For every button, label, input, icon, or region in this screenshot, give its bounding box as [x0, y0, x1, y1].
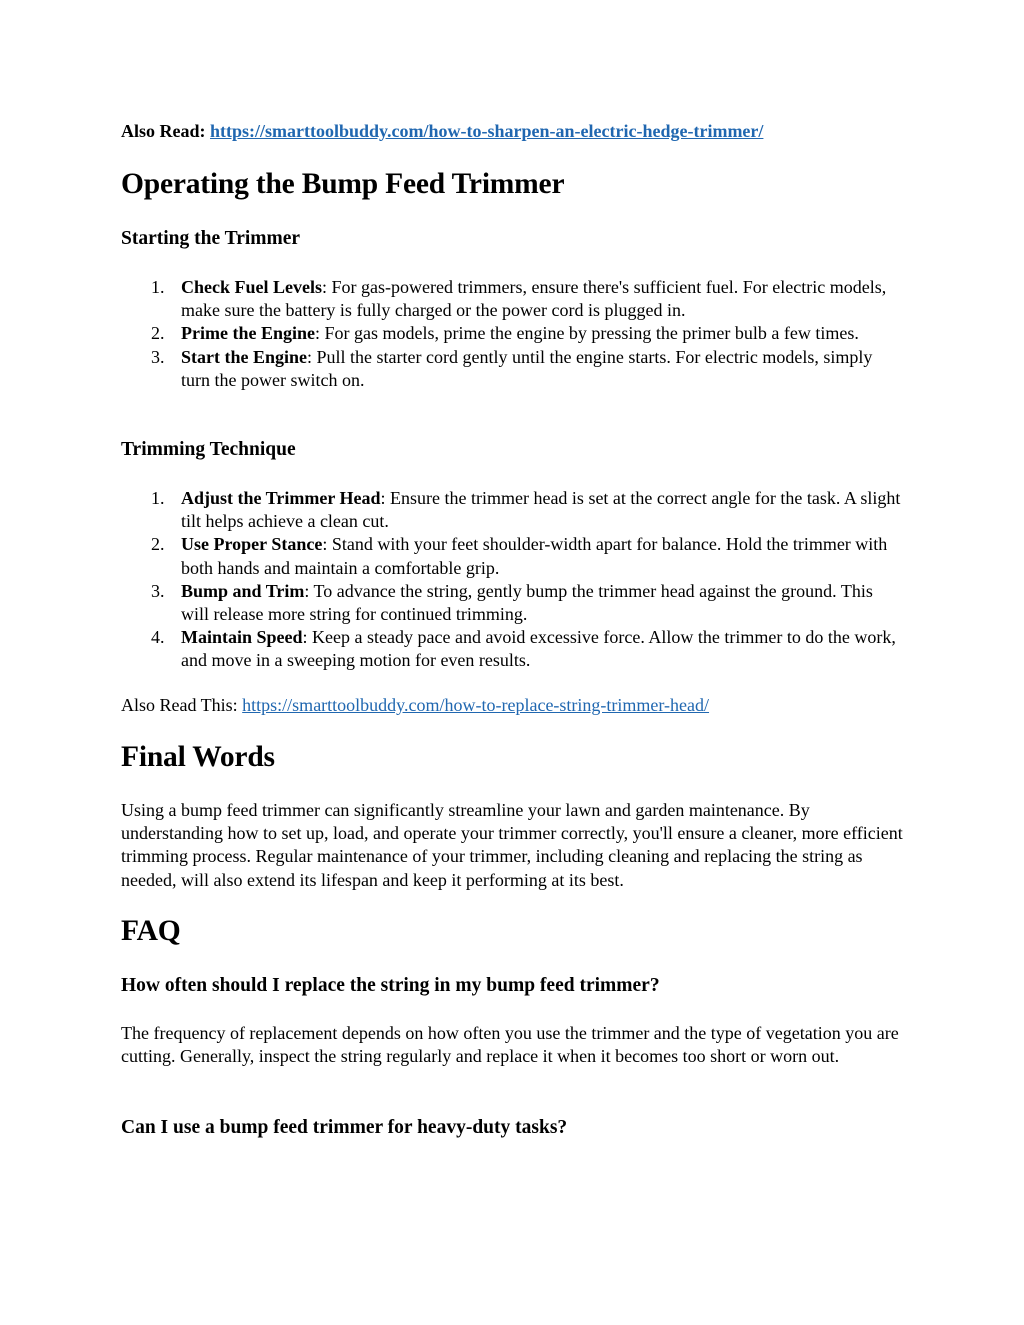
also-read-this-label: Also Read This: — [121, 695, 243, 715]
heading-starting: Starting the Trimmer — [121, 228, 301, 249]
also-read-link[interactable]: https://smarttoolbuddy.com/how-to-sharpen-an-electric-hedge-trimmer/ — [210, 121, 764, 141]
also-read-this-line — [121, 695, 709, 716]
list-item: 3. Start the Engine: Pull the starter cord gently until the engine starts. For electric models, simply turn the power switch on. — [151, 346, 873, 390]
technique-list — [121, 487, 901, 673]
final-words-paragraph: Using a bump feed trimmer can significantly streamline your lawn and garden maintenance. By understanding how to set up, load, and operate your trimmer correctly, you'll ensure a cleaner, more efficient trimming process. Regular maintenance of your trimmer, including cleaning and replacing the string as needed, will also extend its lifespan and keep it performing at its best. — [121, 800, 903, 890]
list-item: 1. Check Fuel Levels: For gas-powered trimmers, ensure there's sufficient fuel. For electric models, make sure the battery is fully charged or the power cord is plugged in. — [151, 277, 887, 321]
heading-faq: FAQ — [121, 915, 181, 947]
list-item: 2. Use Proper Stance: Stand with your feet shoulder-width apart for balance. Hold the trimmer with both hands and maintain a comfortable grip. — [151, 534, 888, 578]
faq-answer-1: The frequency of replacement depends on how often you use the trimmer and the type of vegetation you are cutting. Generally, inspect the string regularly and replace it when it becomes too short or worn out. — [121, 1023, 899, 1067]
heading-final-words: Final Words — [121, 741, 275, 773]
list-item: 3. Bump and Trim: To advance the string, gently bump the trimmer head against the ground. This will release more string for continued trimming. — [151, 580, 873, 625]
heading-technique: Trimming Technique — [121, 439, 296, 460]
also-read-line — [121, 121, 763, 142]
faq-question-2: Can I use a bump feed trimmer for heavy-duty tasks? — [121, 1117, 568, 1138]
list-item: 2. Prime the Engine: For gas models, prime the engine by pressing the primer bulb a few times. — [151, 323, 859, 344]
faq-question-1: How often should I replace the string in my bump feed trimmer? — [121, 975, 660, 996]
starting-list — [121, 276, 901, 392]
heading-operating: Operating the Bump Feed Trimmer — [121, 168, 565, 200]
also-read-label: Also Read: — [121, 121, 206, 141]
also-read-this-link[interactable]: https://smarttoolbuddy.com/how-to-replace-string-trimmer-head/ — [242, 695, 710, 715]
list-item: 1. Adjust the Trimmer Head: Ensure the trimmer head is set at the correct angle for the task. A slight tilt helps achieve a clean cut. — [151, 488, 901, 532]
list-item: 4. Maintain Speed: Keep a steady pace and avoid excessive force. Allow the trimmer to do the work, and move in a sweeping motion for even results. — [151, 627, 896, 671]
